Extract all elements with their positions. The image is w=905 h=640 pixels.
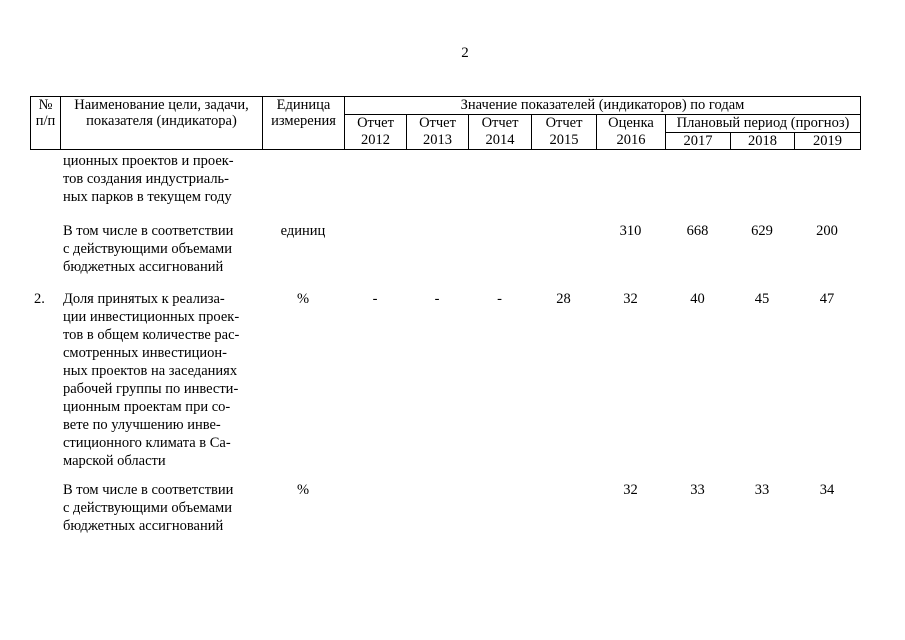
row-value-2017: 668 bbox=[686, 223, 709, 239]
row-value-2015: 28 bbox=[556, 291, 571, 307]
row-value-2013: - bbox=[434, 291, 440, 307]
header-plan-year: 2017 bbox=[666, 132, 731, 150]
row-value-2014: - bbox=[497, 291, 502, 307]
header-num: № п/п bbox=[31, 97, 61, 150]
row-value-2016: 32 bbox=[623, 482, 638, 498]
header-year-col: Отчет 2014 bbox=[469, 115, 532, 150]
row-name: Доля принятых к реализа- ции инвестиционных проек- тов в общем количестве рас- смотренных инвестицион- ных проектов на заседаниях рабочей группы по инвести- ционным проектам при со- вете по улучшению инве- стиционного климата в Са- марской области bbox=[63, 291, 240, 469]
row-value-2018: 45 bbox=[754, 291, 770, 307]
row-unit: % bbox=[296, 291, 310, 307]
row-name: В том числе в соответствии с действующими объемами бюджетных ассигнований bbox=[63, 482, 234, 534]
header-year-col: Отчет 2013 bbox=[407, 115, 469, 150]
row-value-2012: - bbox=[372, 291, 378, 307]
header-year-col: Отчет 2012 bbox=[345, 115, 407, 150]
row-value-2019: 34 bbox=[819, 482, 835, 498]
row-unit: % bbox=[296, 482, 310, 498]
header-name: Наименование цели, задачи, показателя (индикатора) bbox=[61, 97, 263, 150]
row-value-2018: 33 bbox=[754, 482, 770, 498]
header-values-group: Значение показателей (индикаторов) по годам bbox=[345, 97, 861, 115]
header-planned-period: Плановый период (прогноз) bbox=[666, 115, 861, 133]
header-year-col: Оценка 2016 bbox=[597, 115, 666, 150]
row-value-2017: 40 bbox=[690, 291, 705, 307]
row-unit: единиц bbox=[280, 223, 326, 239]
row-num: 2. bbox=[34, 291, 45, 307]
header-unit: Единица измерения bbox=[263, 97, 345, 150]
header-year-col: Отчет 2015 bbox=[532, 115, 597, 150]
row-value-2019: 47 bbox=[819, 291, 835, 307]
row-value-2016: 32 bbox=[623, 291, 638, 307]
row-name: В том числе в соответствии с действующими объемами бюджетных ассигнований bbox=[63, 223, 234, 275]
row-value-2016: 310 bbox=[619, 223, 642, 239]
row-name: ционных проектов и проек- тов создания индустриаль- ных парков в текущем году bbox=[63, 153, 234, 205]
row-value-2017: 33 bbox=[690, 482, 705, 498]
row-value-2019: 200 bbox=[816, 223, 838, 239]
header-plan-year: 2019 bbox=[795, 132, 861, 150]
row-value-2018: 629 bbox=[751, 223, 773, 239]
page-number: 2 bbox=[461, 45, 469, 61]
header-plan-year: 2018 bbox=[731, 132, 795, 150]
